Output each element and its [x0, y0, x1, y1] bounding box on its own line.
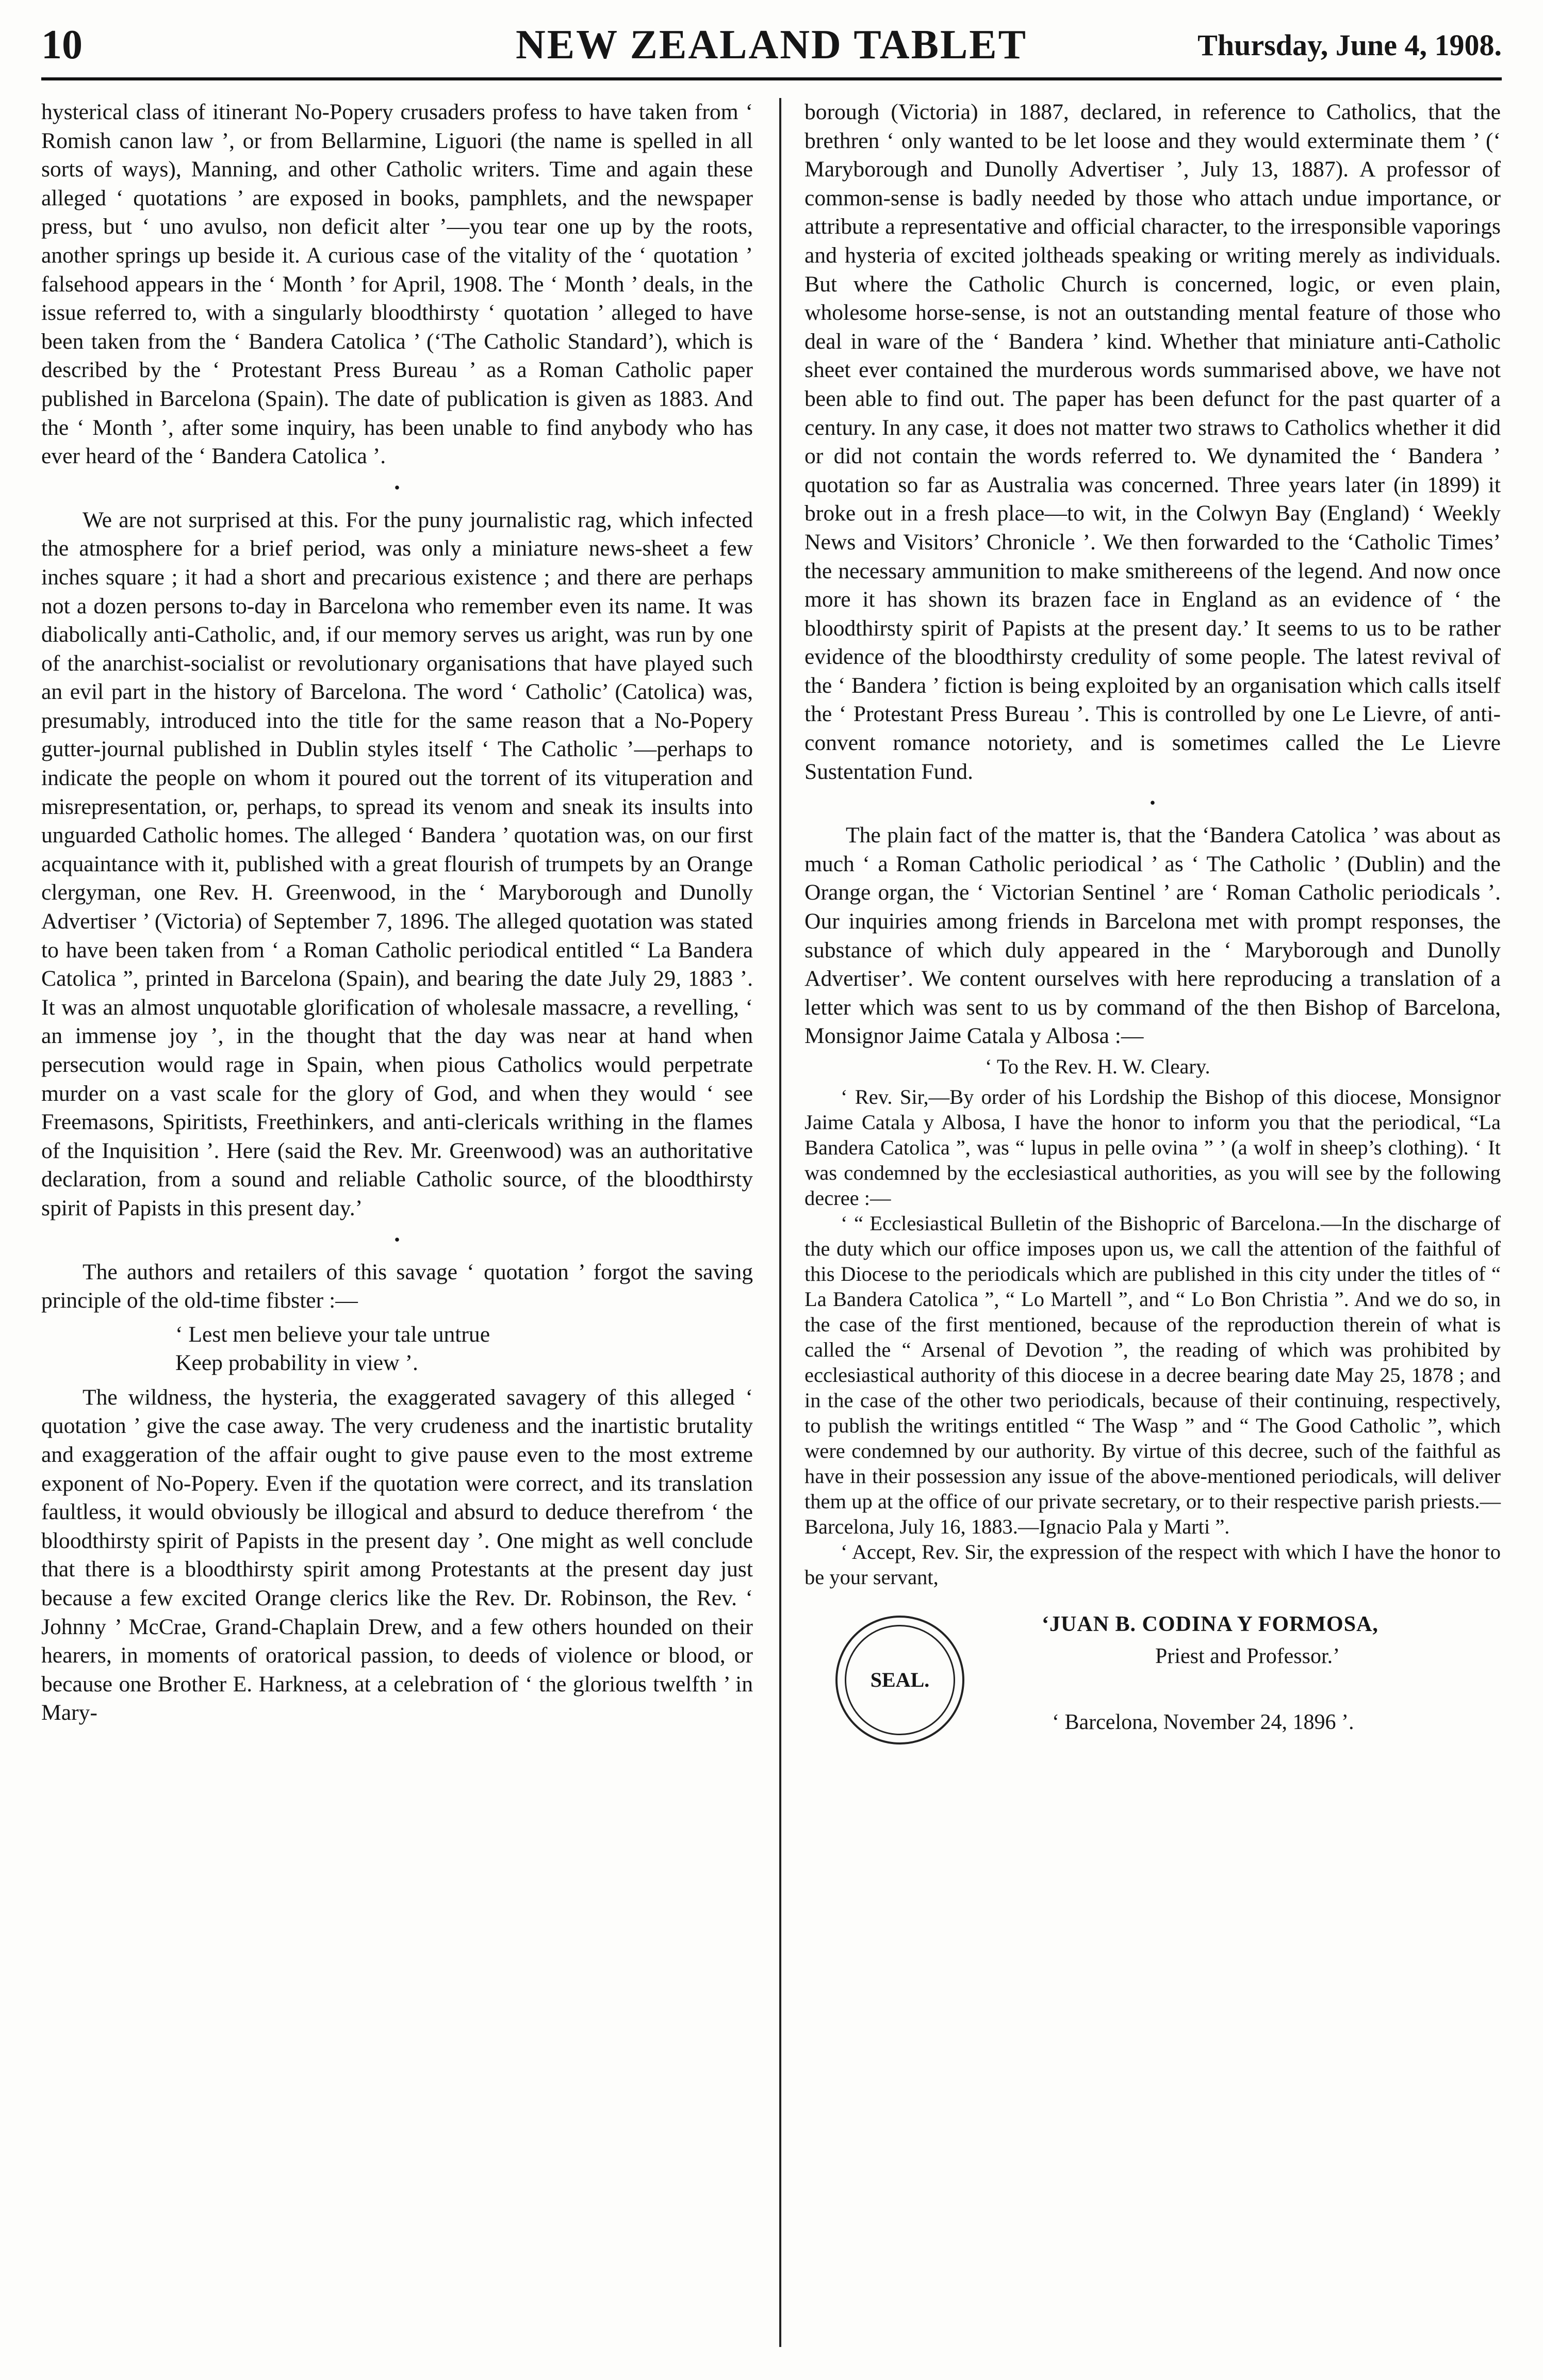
page-number: 10 [41, 22, 83, 68]
section-separator: • [394, 1230, 400, 1249]
paragraph: borough (Victoria) in 1887, declared, in reference to Catholics, that the brethren ‘ only wanted to be let loose and they would exterminate them ’ (‘ Maryborough and Dunolly Advertiser ’, July 13, 1887). A professor of common-sense is badly needed by those who attach undue importance, or attribute a representative and official character, to the irresponsible vaporings and hysteria of excited joltheads speaking or writing merely as individuals. But where the Catholic Church is concerned, logic, or even plain, wholesome horse-sense, is not an outstanding mental feature of those who deal in ware of the ‘ Bandera ’ kind. Whether that miniature anti-Catholic sheet ever contained the murderous words summarised above, we have not been able to find out. The paper has been defunct for the past quarter of a century. In any case, it does not matter two straws to Catholics whether it did or did not contain the words referred to. We dynamited the ‘ Bandera ’ quotation so far as Australia was concerned. Three years later (in 1899) it broke out in a fresh place—to wit, in the Colwyn Bay (England) ‘ Weekly News and Visitors’ Chronicle ’. We then forwarded to the ‘Catholic Times’ the necessary ammunition to make smithereens of the legend. And now once more it has shown its brazen face in England as an evidence of ‘ the bloodthirsty spirit of Papists at the present day.’ It seems to us to be rather evidence of the bloodthirsty credulity of some people. The latest revival of the ‘ Bandera ’ fiction is being exploited by an organisation which calls itself the ‘ Protestant Press Bureau ’. This is controlled by one Le Lievre, of anti-convent romance notoriety, and is sometimes called the Le Lievre Sustentation Fund. [805, 100, 1501, 784]
quoted-letter [805, 1054, 1501, 1590]
left-column [41, 98, 753, 1727]
letter-salutation: ‘ To the Rev. H. W. Cleary. [985, 1055, 1210, 1078]
seal-label: SEAL. [845, 1625, 955, 1735]
issue-date: Thursday, June 4, 1908. [1197, 28, 1502, 62]
header-rule [41, 77, 1502, 80]
signature-place-date: ‘ Barcelona, November 24, 1896 ’. [1052, 1710, 1354, 1734]
letter-decree: ‘ “ Ecclesiastical Bulletin of the Bishopric of Barcelona.—In the discharge of the duty which our office imposes upon us, we call the attention of the faithful of this Diocese to the periodicals which are published in this city under the titles of “ La Bandera Catolica ”, “ Lo Martell ”, and “ Lo Bon Christia ”. And we do so, in the case of the first mentioned, because of the reproduction therein of what is called the “ Arsenal of Devotion ”, the reading of which was prohibited by ecclesiastical authority of this diocese in a decree bearing date May 25, 1878 ; and in the case of the other two periodicals, because of their continuing, respectively, to publish the writings entitled “ The Wasp ” and “ The Good Catholic ”, which were condemned by our authority. By virtue of this decree, such of the faithful as have in their possession any issue of the above-mentioned periodicals, will deliver them up at the office of our private secretary, or to their respective parish priests.—Barcelona, July 16, 1883.—Ignacio Pala y Marti ”. [805, 1212, 1501, 1538]
seal-icon [835, 1616, 964, 1745]
paragraph: The authors and retailers of this savage ‘ quotation ’ forgot the saving principle of the old-time fibster :— [41, 1259, 753, 1313]
verse-line: Keep probability in view ’. [175, 1350, 418, 1375]
paragraph: The plain fact of the matter is, that the ‘Bandera Catolica ’ was about as much ‘ a Roman Catholic periodical ’ as ‘ The Catholic ’ (Dublin) and the Orange organ, the ‘ Victorian Sentinel ’ are ‘ Roman Catholic periodicals ’. Our inquiries among friends in Barcelona met with prompt responses, the substance of which duly appeared in the ‘ Maryborough and Dunolly Advertiser’. We content ourselves with here reproducing a translation of a letter which was sent to us by command of the then Bishop of Barcelona, Monsignor Jaime Catala y Albosa :— [805, 823, 1501, 1049]
publication-title: NEW ZEALAND TABLET [515, 22, 1028, 68]
paragraph: We are not surprised at this. For the puny journalistic rag, which infected the atmosphere for a brief period, was only a miniature news-sheet a few inches square ; it had a short and precarious existence ; and there are perhaps not a dozen persons to-day in Barcelona who remember even its name. It was diabolically anti-Catholic, and, if our memory serves us aright, was run by one of the anarchist-socialist or revolutionary organisations that have played such an evil part in the history of Barcelona. The word ‘ Catholic’ (Catolica) was, presumably, introduced into the title for the same reason that a No-Popery gutter-journal published in Dublin styles itself ‘ The Catholic ’—perhaps to indicate the people on whom it poured out the torrent of its vituperation and misrepresentation, or, perhaps, to spread its venom and sneak its insults into unguarded Catholic homes. The alleged ‘ Bandera ’ quotation was, on our first acquaintance with it, published with a great flourish of trumpets by an Orange clergyman, one Rev. H. Greenwood, in the ‘ Maryborough and Dunolly Advertiser ’ (Victoria) of September 7, 1896. The alleged quotation was stated to have been taken from ‘ a Roman Catholic periodical entitled “ La Bandera Catolica ”, printed in Barcelona (Spain), and bearing the date July 29, 1883 ’. It was an almost unquotable glorification of wholesale massacre, a revelling, ‘ an immense joy ’, in the thought that the day was near at hand when persecution would rage in Spain, when pious Catholics would perpetrate murder on a vast scale for the glory of God, and when they would ‘ see Freemasons, Spiritists, Freethinkers, and anti-clericals writhing in the flames of the Inquisition ’. Here (said the Rev. Mr. Greenwood) was an authoritative declaration, from a sound and reliable Catholic source, of the bloodthirsty spirit of Papists in this present day.’ [41, 507, 753, 1220]
column-divider [779, 98, 781, 2347]
signature-block [805, 1610, 1501, 1868]
page-header [41, 22, 1502, 78]
section-separator: • [1150, 793, 1156, 812]
letter-paragraph: ‘ Rev. Sir,—By order of his Lordship the Bishop of this diocese, Monsignor Jaime Catala y Albosa, I have the honor to inform you that the periodical, “La Bandera Catolica ”, was “ lupus in pelle ovina ” ’ (a wolf in sheep’s clothing). ‘ It was condemned by the ecclesiastical authorities, as you will see by the following decree :— [805, 1085, 1501, 1210]
verse-line: ‘ Lest men believe your tale untrue [175, 1322, 490, 1347]
verse-quote [175, 1321, 753, 1377]
section-separator: • [394, 478, 400, 497]
signature-role: Priest and Professor.’ [1155, 1644, 1340, 1668]
paragraph: hysterical class of itinerant No-Popery crusaders profess to have taken from ‘ Romish canon law ’, or from Bellarmine, Liguori (the name is spelled in all sorts of ways), Manning, and other Catholic writers. Time and again these alleged ‘ quotations ’ are exposed in books, pamphlets, and the newspaper press, but ‘ uno avulso, non deficit alter ’—you tear one up by the roots, another springs up beside it. A curious case of the vitality of the ‘ quotation ’ falsehood appears in the ‘ Month ’ for April, 1908. The ‘ Month ’ deals, in the issue referred to, with a singularly bloodthirsty ‘ quotation ’ alleged to have been taken from the ‘ Bandera Catolica ’ (‘The Catholic Standard’), which is described by the ‘ Protestant Press Bureau ’ as a Roman Catholic paper published in Barcelona (Spain). The date of publication is given as 1883. And the ‘ Month ’, after some inquiry, has been unable to find anybody who has ever heard of the ‘ Bandera Catolica ’. [41, 100, 753, 469]
right-column [805, 98, 1501, 1868]
paragraph: The wildness, the hysteria, the exaggerated savagery of this alleged ‘ quotation ’ give the case away. The very crudeness and the inartistic brutality and exaggeration of the affair ought to give pause even to the most extreme exponent of No-Popery. Even if the quotation were correct, and its translation faultless, it would obviously be illogical and absurd to deduce therefrom ‘ the bloodthirsty spirit of Papists in the present day ’. One might as well conclude that there is a bloodthirsty spirit among Protestants at the present day just because a few excited Orange clerics like the Rev. Dr. Robinson, the Rev. ‘ Johnny ’ McCrae, Grand-Chaplain Drew, and a few others hounded on their hearers, in moments of oratorical passion, to deeds of violence or blood, or because one Brother E. Harkness, at a celebration of ‘ the glorious twelfth ’ in Mary- [41, 1384, 753, 1725]
letter-closing: ‘ Accept, Rev. Sir, the expression of the respect with which I have the honor to be your servant, [805, 1540, 1501, 1589]
signature-name: ‘JUAN B. CODINA Y FORMOSA, [1042, 1612, 1378, 1636]
